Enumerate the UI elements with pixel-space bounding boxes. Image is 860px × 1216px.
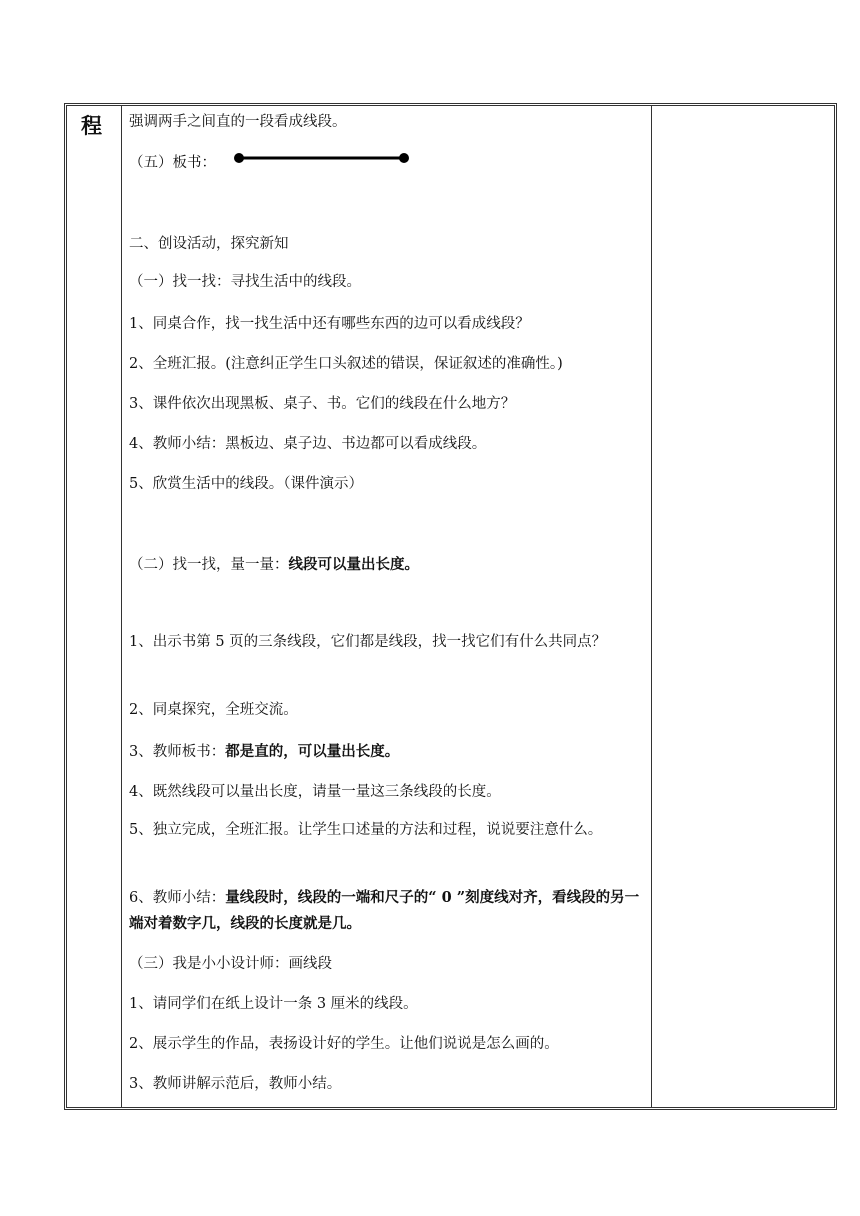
text-emphasis: 线段可以量出长度。 — [288, 556, 419, 573]
section-label: 程 — [81, 113, 102, 138]
text-line — [129, 553, 419, 574]
notes-column — [652, 106, 834, 1107]
text-line: 3、教师讲解示范后，教师小结。 — [129, 1076, 342, 1092]
text-line: 3、课件依次出现黑板、桌子、书。它们的线段在什么地方？ — [129, 396, 516, 412]
lesson-table — [64, 103, 837, 1110]
text-paragraph: 1、出示书第 5 页的三条线段，它们都是线段，找一找它们有什么共同点？ — [129, 634, 607, 650]
text-paragraph: 5、独立完成，全班汇报。让学生口述量的方法和过程，说说要注意什么。 — [129, 822, 603, 838]
content-column — [121, 106, 652, 1107]
text-emphasis: 都是直的，可以量出长度。 — [225, 743, 400, 760]
line-segment-drawing — [233, 151, 413, 165]
text-line — [129, 740, 399, 761]
text-line: 4、既然线段可以量出长度，请量一量这三条线段的长度。 — [129, 784, 501, 800]
label-column — [67, 106, 122, 1107]
text-prefix: 3、教师板书： — [129, 744, 226, 760]
text-line: 二、创设活动，探究新知 — [129, 236, 289, 252]
text-line: 1、请同学们在纸上设计一条 3 厘米的线段。 — [129, 996, 418, 1012]
text-line: 2、全班汇报。(注意纠正学生口头叙述的错误，保证叙述的准确性。) — [129, 356, 563, 372]
text-line: （五）板书： — [129, 155, 216, 171]
text-line: 5、欣赏生活中的线段。（课件演示） — [129, 476, 363, 492]
text-line: （一）找一找：寻找生活中的线段。 — [129, 274, 361, 290]
segment-endpoint-left — [234, 153, 244, 163]
text-emphasis: 量线段时，线段的一端和尺子的“ 0 ”刻度线对齐，看线段的另一端对着数字几，线段的长度就是几。 — [129, 889, 640, 932]
text-prefix: （二）找一找，量一量： — [129, 557, 289, 573]
segment-endpoint-right — [399, 153, 409, 163]
text-line: （三）我是小小设计师：画线段 — [129, 956, 332, 972]
text-paragraph — [129, 885, 644, 937]
text-prefix: 6、教师小结： — [129, 890, 226, 906]
text-line: 4、教师小结：黑板边、桌子边、书边都可以看成线段。 — [129, 436, 487, 452]
text-line: 2、展示学生的作品，表扬设计好的学生。让他们说说是怎么画的。 — [129, 1036, 559, 1052]
text-line: 强调两手之间直的一段看成线段。 — [129, 114, 347, 130]
text-line: 2、同桌探究，全班交流。 — [129, 702, 298, 718]
text-line: 1、同桌合作，找一找生活中还有哪些东西的边可以看成线段？ — [129, 316, 530, 332]
